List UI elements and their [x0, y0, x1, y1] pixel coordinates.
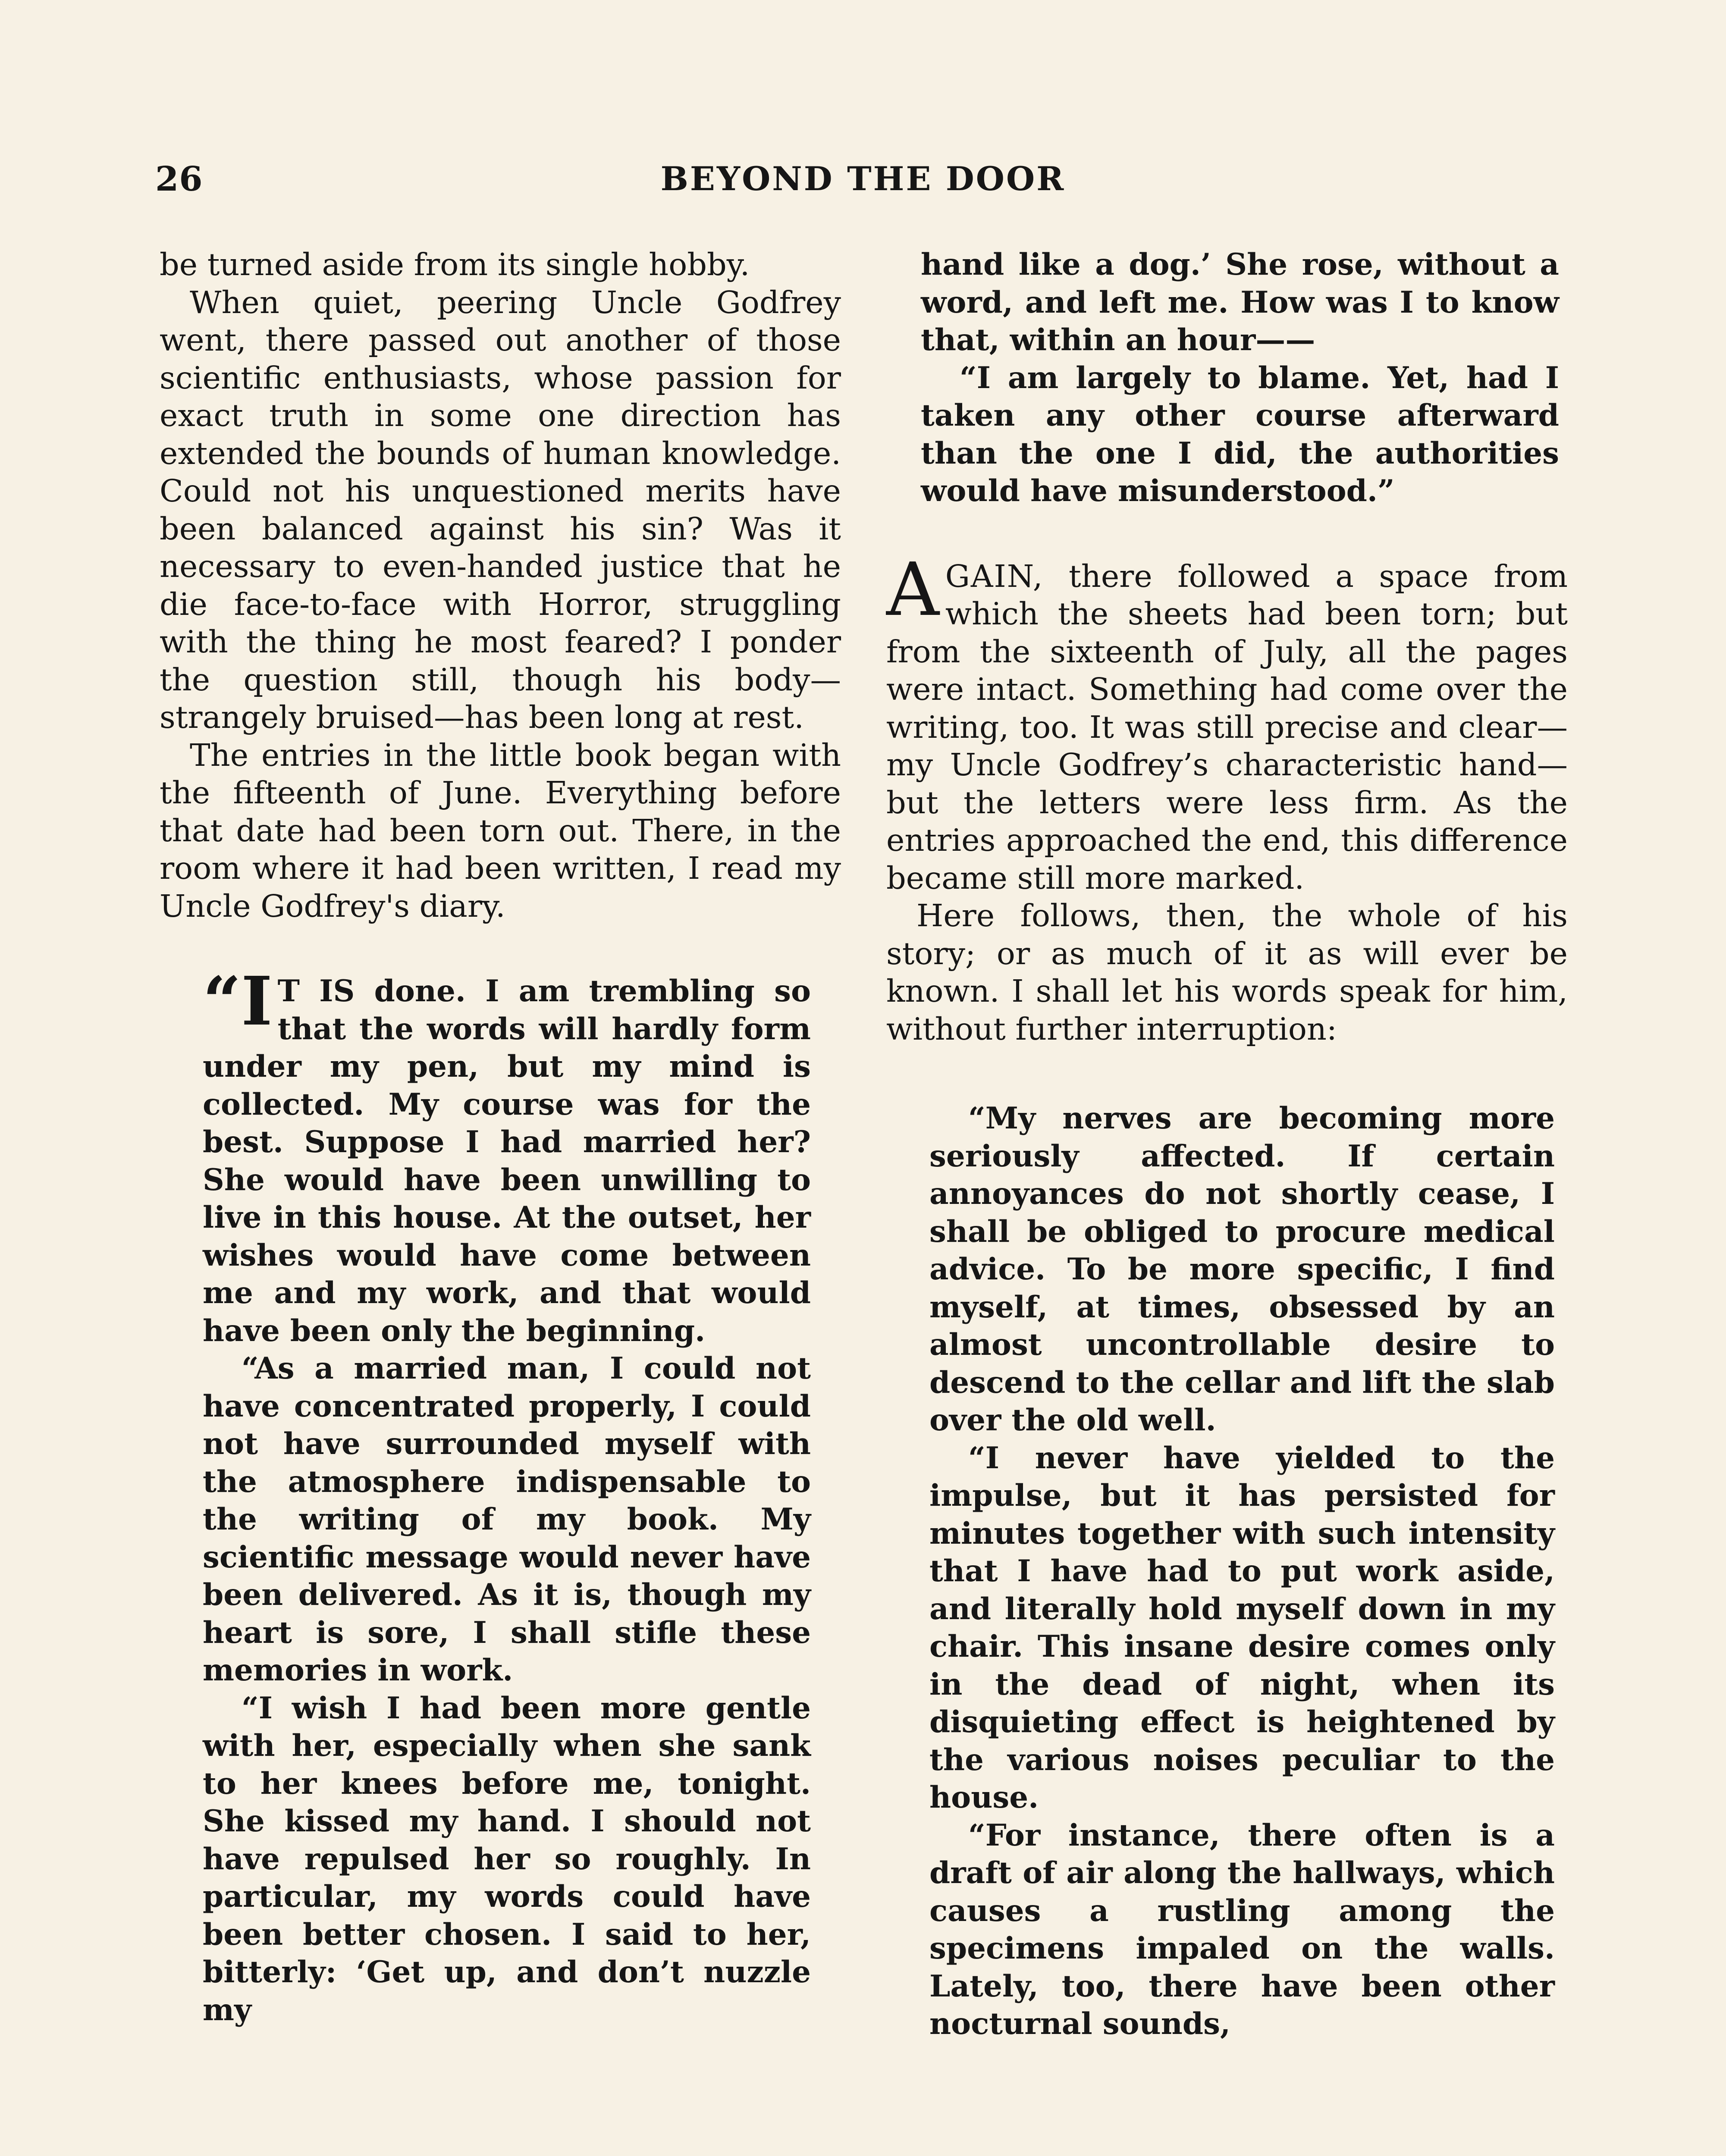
- diary-paragraph: “I never have yielded to the impulse, but it has persisted for minutes together with such intensity that I have had to put work aside, and literally hold myself down in my chair. This insane desire comes only in the dead of night, when its disquieting effect is heightened by the various noises peculiar to the house.: [929, 1440, 1555, 1815]
- paragraph-text: there followed a space from which the sheets had been torn; but from the sixteenth of July, all the pages were intact. Something had come over the writing, too. It was still precise and clear—my Uncle Godfrey’s characteristic hand—but the letters were less firm. As the entries approached the end, this difference became still more marked.: [886, 558, 1568, 896]
- diary-excerpt-continued: [921, 246, 1559, 510]
- drop-cap-letter: I: [241, 962, 273, 1040]
- left-column: [160, 246, 841, 2029]
- diary-text: T IS done. I am trembling so that the words will hardly form under my pen, but my mind is collected. My course was for the best. Suppose I had married her? She would have been unwilling to live in this house. At the outset, her wishes would have come between me and my work, and that would have been only the beginning.: [203, 974, 811, 1348]
- paragraph: be turned aside from its single hobby.: [160, 247, 750, 282]
- diary-paragraph: “I am largely to blame. Yet, had I taken any other course afterward than the one I did, the authorities would have misunderstood.”: [921, 360, 1559, 508]
- narrative-text: [160, 246, 841, 925]
- paragraph: When quiet, peering Uncle Godfrey went, there passed out another of those scientific enthusiasts, whose passion for exact truth in some one direction has extended the bounds of human knowledge. Could not his unquestioned merits have been balanced against his sin? Was it necessary to even-handed justice that he die face-to-face with Horror, struggling with the thing he most feared? I ponder the question still, though his body—strangely bruised—has been long at rest.: [160, 284, 841, 735]
- paragraph: Here follows, then, the whole of his story; or as much of it as will ever be known. I shall let his words speak for him, without further interruption:: [886, 898, 1568, 1047]
- diary-paragraph: hand like a dog.’ She rose, without a word, and left me. How was I to know that, within an hour——: [921, 247, 1559, 357]
- paragraph: The entries in the little book began with the fifteenth of June. Everything before that date had been torn out. There, in the room where it had been written, I read my Uncle Godfrey's diary.: [160, 737, 841, 924]
- paragraph: [886, 547, 1568, 897]
- diary-paragraph: “My nerves are becoming more seriously affected. If certain annoyances do not shortly cease, I shall be obliged to procure medical advice. To be more specific, I find myself, at times, obsessed by an almost uncontrollable desire to descend to the cellar and lift the slab over the old well.: [929, 1101, 1555, 1438]
- drop-cap: [203, 962, 273, 1040]
- diary-excerpt: [203, 962, 811, 2029]
- right-column: [886, 246, 1568, 2043]
- diary-paragraph: “I wish I had been more gentle with her, especially when she sank to her knees before me, tonight. She kissed my hand. I should not have repulsed her so roughly. In particular, my words could have been better chosen. I said to her, bitterly: ‘Get up, and don’t nuzzle my: [203, 1690, 811, 2028]
- diary-paragraph: “For instance, there often is a draft of air along the hallways, which causes a rustling among the specimens impaled on the walls. Lately, too, there have been other nocturnal sounds,: [929, 1818, 1555, 2041]
- narrative-section: [886, 547, 1568, 1048]
- diary-excerpt: [929, 1100, 1555, 2043]
- diary-paragraph: [203, 962, 811, 1350]
- small-caps-lead: GAIN,: [945, 558, 1044, 594]
- page-number: 26: [155, 160, 203, 199]
- drop-cap: A: [886, 547, 939, 633]
- running-title: BEYOND THE DOOR: [660, 160, 1066, 198]
- drop-cap-quote: “: [203, 962, 242, 1040]
- diary-paragraph: “As a married man, I could not have concentrated properly, I could not have surrounded myself with the atmosphere indispensable to the writing of my book. My scientific message would never have been delivered. As it is, though my heart is sore, I shall stifle these memories in work.: [203, 1351, 811, 1688]
